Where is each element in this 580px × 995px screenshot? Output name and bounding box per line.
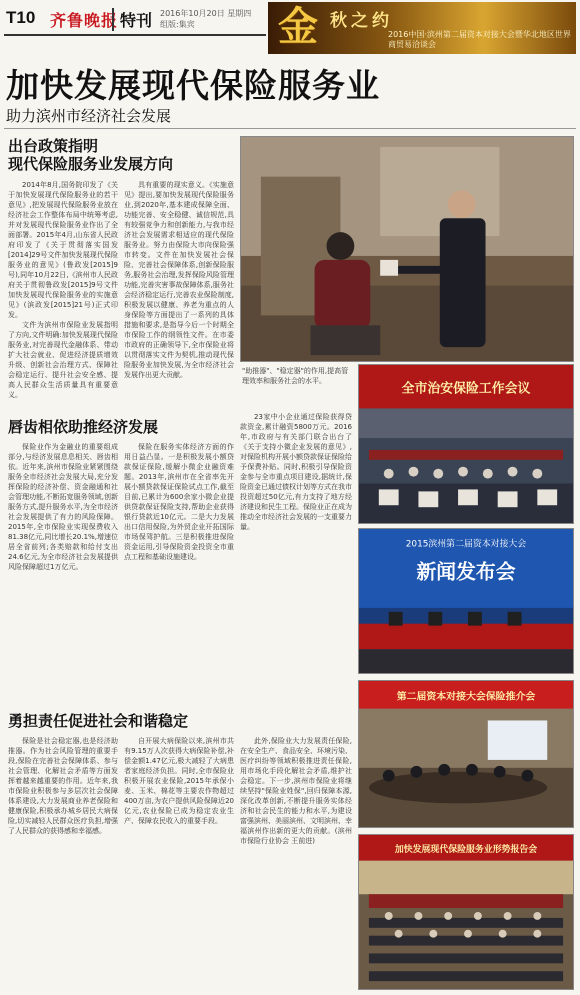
section-1-column-1 (8, 180, 118, 410)
section-1-para-2: 文件为滨州市保险业发展指明了方向,文件明确:加快发展现代保险服务业,对完善现代金融体系、带动扩大社会就业、促进经济提质增效升级、创新社会治理方式、保障社会稳定运行、提升社会安全感、提高人民群众生活质量具有重要意义。 (8, 321, 118, 399)
photo-insurance-forum (358, 834, 574, 990)
section-3-title: 勇担责任促进社会和谐稳定 (8, 712, 189, 730)
section-3-column-2: 自开展大病保险以来,滨州市共有9.15万人次获得大病保险补偿,补偿金额1.47亿元,极大减轻了大病患者家庭经济负担。同时,全市保险业积极开展农业保险,2015年承保小麦、玉米、棉花等主要农作物超过400万亩,为农户提供风险保障近20亿元,农业保险已成为稳定农业生产、保障农民收入的重要手段。 (124, 737, 234, 825)
photo-5-banner-text: 加快发展现代保险服务业形势报告会 (394, 844, 538, 855)
page-number: T10 (6, 8, 36, 27)
section-2-column-1: 保险业作为金融业的重要组成部分,与经济发展息息相关、唇齿相依。近年来,滨州市保险业紧紧围绕服务全市经济社会发展大局,充分发挥保险的经济补偿、资金融通和社会管理功能,不断拓宽服务领域,创新服务方式,提升服务水平,为全市经济社会发展提供了有力的风险保障。2015年,全市保险业实现保费收入81.38亿元,同比增长20.1%,增速位居全省前列;各类赔款和给付支出24.6亿元,为全市经济社会发展提供风险保障超过1万亿元。 (8, 443, 118, 571)
banner-subtitle: 2016中国·滨州第二届资本对接大会暨华北地区世界商贸易洽谈会 (388, 30, 571, 49)
masthead (0, 0, 580, 56)
photo-1-caption: "助推器"、"稳定器"的作用,提高管理效率和服务社会的水平。 (242, 367, 349, 385)
photo-meeting-room (358, 680, 574, 828)
section-1-para-1: 2014年8月,国务院印发了《关于加快发展现代保险服务业的若干意见》,把发展现代保险服务业放在经济社会工作整体布局中统筹考虑,并对发展现代保险服务业作出了全面部署。2015年4月,山东省人民政府印发了《关于贯彻落实国发[2014]29号文件加快发展现代保险服务业的意见》(鲁政发[2015]9号),同年10月22日,《滨州市人民政府关于贯彻鲁政发[2015]9号文件加快发展现代保险服务业的实施意见》(滨政发[2015]21号)正式印发。 (8, 181, 118, 319)
main-headline: 加快发展现代保险服务业 (6, 66, 380, 105)
newspaper-logo: 齐鲁晚报 (50, 11, 119, 30)
photo-3-top-text: 2015滨州第二届资本对接大会 (405, 539, 527, 550)
section-1-column-2: 具有重要的现实意义。《实施意见》提出,要加快发展现代保险服务业,到2020年,基本建成保障全面、功能完善、安全稳健、诚信规范,具有较强竞争力和创新能力,与我市经济社会发展需求相适应的现代保险服务业。努力由保险大市向保险强市转变。文件在加快发展社会保险、完善社会保障体系,创新保险服务,服务社会治理,发挥保险风险管理功能,完善灾害事故保障体系,服务社会经济稳定运行,完善农业保险制度,积极发展以健康、养老为重点的人身保险等方面提出了一系列的具体措施和要求,是指导今后一个时期全市保险工作的纲领性文件。在市委市政府的正确领导下,全市保险业将以贯彻落实文件为契机,推动现代保险服务业加快发展,为全市经济社会发展作出更大贡献。 (124, 181, 234, 379)
section-2-column-3: 23家中小企业通过保险获得贷款资金,累计融资5800万元。2016年,市政府与有关部门联合出台了《关于支持小微企业发展的意见》,对保险机构开展小额贷款保证保险给予保费补贴。同时,积极引导保险资金参与全市重点项目建设,据统计,保险资金已通过债权计划等方式在我市投资超过50亿元,有力支持了地方经济建设和民生工程。保险业正在成为推动全市经济社会发展的一支重要力量。 (240, 413, 352, 531)
photo-2-banner-text: 全市治安保险工作会议 (401, 381, 531, 397)
event-banner (268, 2, 576, 54)
banner-title: 秋之约 (330, 11, 393, 31)
section-2-title: 唇齿相依助推经济发展 (8, 418, 159, 436)
section-3-column-3: 此外,保险业大力发展责任保险,在安全生产、食品安全、环境污染、医疗纠纷等领域积极推进责任保险,用市场化手段化解社会矛盾,维护社会稳定。下一步,滨州市保险业将继续坚持"保险业姓保",回归保障本源,深化改革创新,不断提升服务实体经济和社会民生的能力和水平,为建设富强滨州、美丽滨州、文明滨州、幸福滨州作出新的更大的贡献。(滨州市保险行业协会 王前进) (240, 737, 352, 845)
photo-4-banner-text: 第二届资本对接大会保险推介会 (396, 691, 536, 703)
photo-safety-conference (358, 364, 574, 524)
sub-headline: 助力滨州市经济社会发展 (6, 107, 172, 125)
photo-press-conference (358, 528, 574, 674)
issue-date: 2016年10月20日 星期四 (160, 9, 252, 18)
masthead-rule (4, 34, 266, 36)
section-1-title-line2: 现代保险服务业发展方向 (8, 155, 174, 173)
banner-big-char: 金 (278, 3, 318, 50)
section-1-title (8, 137, 173, 173)
section-label: 特刊 (112, 8, 152, 31)
section-3-column-1: 保险是社会稳定器,也是经济助推器。作为社会风险管理的重要手段,保险在完善社会保障体系、参与社会管理、化解社会矛盾等方面发挥着越来越重要的作用。近年来,我市保险业积极参与多层次社会保障体系建设,大力发展商业养老保险和健康保险,积极承办城乡居民大病保险,切实减轻人民群众医疗负担,增强了人民群众的获得感和幸福感。 (8, 737, 118, 835)
section-2-column-2: 保险在服务实体经济方面的作用日益凸显。一是积极发展小额贷款保证保险,缓解小微企业融资难题。2013年,滨州市在全省率先开展小额贷款保证保险试点工作,截至目前,已累计为600余家小微企业提供贷款保证保险支持,帮助企业获得银行贷款近10亿元。二是大力发展出口信用保险,为外贸企业开拓国际市场保驾护航。三是积极推进保险资金运用,引导保险资金投资全市重点工程和基础设施建设。 (124, 443, 234, 561)
editor-line: 组版:集宾 (160, 20, 195, 29)
date-line (160, 8, 251, 30)
photo-3-banner-text: 新闻发布会 (416, 560, 516, 584)
photo-elderly-visit (240, 136, 574, 362)
headline-rule (4, 128, 576, 129)
section-1-title-line1: 出台政策指明 (8, 137, 99, 155)
